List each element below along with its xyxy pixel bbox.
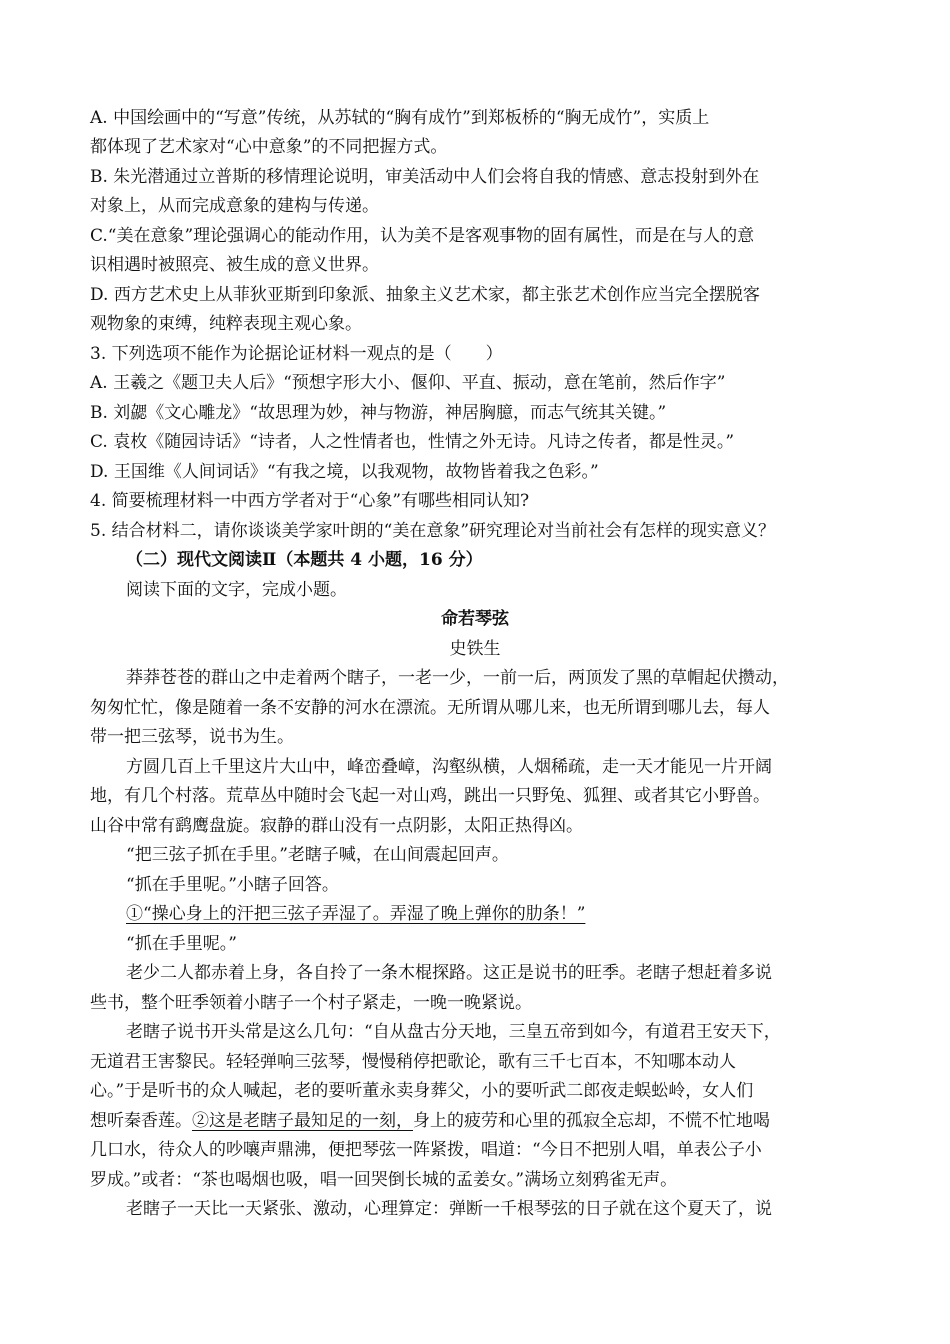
- story-line: 老少二人都赤着上身，各自拎了一条木棍探路。这正是说书的旺季。老瞎子想赶着多说: [126, 963, 772, 983]
- story-line: “把三弦子抓在手里。”老瞎子喊，在山间震起回声。: [126, 845, 509, 865]
- story-title: 命若琴弦: [441, 609, 509, 629]
- question-3-stem: 3. 下列选项不能作为论据论证材料一观点的是（ ）: [90, 344, 503, 364]
- question-3-option-b: B. 刘勰《文心雕龙》“故思理为妙，神与物游，神居胸臆，而志气统其关键。”: [90, 403, 667, 423]
- story-line: “抓在手里呢。”: [126, 934, 237, 954]
- underlined-sentence-1: ①“操心身上的汗把三弦子弄湿了。弄湿了晚上弹你的肋条！”: [126, 904, 586, 924]
- story-line: 匆匆忙忙，像是随着一条不安静的河水在漂流。无所谓从哪儿来，也无所谓到哪儿去，每人: [90, 698, 770, 718]
- story-line: 无道君王害黎民。轻轻弹响三弦琴，慢慢稍停把歌论，歌有三千七百本，不知哪本动人: [90, 1052, 736, 1072]
- story-line: 心。”于是听书的众人喊起，老的要听董永卖身葬父，小的要听武二郎夜走蜈蚣岭，女人们: [90, 1081, 754, 1101]
- story-line-end: 身上的疲劳和心里的孤寂全忘却，不慌不忙地喝: [413, 1111, 770, 1131]
- question-4: 4. 简要梳理材料一中西方学者对于“心象”有哪些相同认知?: [90, 491, 530, 511]
- story-line: 地，有几个村落。荒草丛中随时会飞起一对山鸡，跳出一只野兔、狐狸、或者其它小野兽。: [90, 786, 770, 806]
- story-line: 些书，整个旺季领着小瞎子一个村子紧走，一晚一晚紧说。: [90, 993, 532, 1013]
- option-b-line-1: B. 朱光潜通过立普斯的移情理论说明，审美活动中人们会将自我的情感、意志投射到外在: [90, 167, 760, 187]
- section-instruction: 阅读下面的文字，完成小题。: [126, 580, 347, 600]
- story-line: 带一把三弦琴，说书为生。: [90, 727, 294, 747]
- question-3-option-d: D. 王国维《人间词话》“有我之境，以我观物，故物皆着我之色彩。”: [90, 462, 599, 482]
- question-3-option-a: A. 王羲之《题卫夫人后》“预想字形大小、偃仰、平直、振动，意在笔前，然后作字”: [90, 373, 726, 393]
- story-line: 老瞎子说书开头常是这么几句：“自从盘古分天地，三皇五帝到如今，有道君王安天下，: [126, 1022, 781, 1042]
- story-line: “抓在手里呢。”小瞎子回答。: [126, 875, 339, 895]
- story-line: 罗成。”或者：“茶也喝烟也吸，唱一回哭倒长城的孟姜女。”满场立刻鸦雀无声。: [90, 1170, 678, 1190]
- story-author: 史铁生: [449, 639, 501, 659]
- story-line: 方圆几百上千里这片大山中，峰峦叠嶂，沟壑纵横，人烟稀疏，走一天才能见一片开阔: [126, 757, 772, 777]
- question-3-option-c: C. 袁枚《随园诗话》“诗者，人之性情者也，性情之外无诗。凡诗之传者，都是性灵。”: [90, 432, 735, 452]
- section-heading: （二）现代文阅读Ⅱ（本题共 4 小题，16 分）: [126, 550, 483, 570]
- story-line: 山谷中常有鹞鹰盘旋。寂静的群山没有一点阴影，太阳正热得凶。: [90, 816, 583, 836]
- question-5: 5. 结合材料二，请你谈谈美学家叶朗的“美在意象”研究理论对当前社会有怎样的现实意义？: [90, 521, 776, 541]
- option-b-line-2: 对象上，从而完成意象的建构与传递。: [90, 196, 379, 216]
- story-line: 莽莽苍苍的群山之中走着两个瞎子，一老一少，一前一后，两顶发了黑的草帽起伏攒动，: [126, 668, 789, 688]
- option-d-line-1: D. 西方艺术史上从菲狄亚斯到印象派、抽象主义艺术家，都主张艺术创作应当完全摆脱客: [90, 285, 760, 305]
- option-c-line-1: C.“美在意象”理论强调心的能动作用，认为美不是客观事物的固有属性，而是在与人的意: [90, 226, 755, 246]
- option-c-line-2: 识相遇时被照亮、被生成的意义世界。: [90, 255, 379, 275]
- option-d-line-2: 观物象的束缚，纯粹表现主观心象。: [90, 314, 362, 334]
- option-a-line-1: A. 中国绘画中的“写意”传统，从苏轼的“胸有成竹”到郑板桥的“胸无成竹”，实质上: [90, 108, 710, 128]
- option-a-line-2: 都体现了艺术家对“心中意象”的不同把握方式。: [90, 137, 448, 157]
- story-line-start: 想听秦香莲。②这是老瞎子最知足的一刻，: [90, 1111, 413, 1131]
- story-line: 几口水，待众人的吵嚷声鼎沸，便把琴弦一阵紧拨，唱道：“今日不把别人唱，单表公子小: [90, 1140, 762, 1160]
- story-line: 老瞎子一天比一天紧张、激动，心理算定：弹断一千根琴弦的日子就在这个夏天了，说: [126, 1199, 772, 1219]
- story-line-mixed: [90, 1109, 770, 1133]
